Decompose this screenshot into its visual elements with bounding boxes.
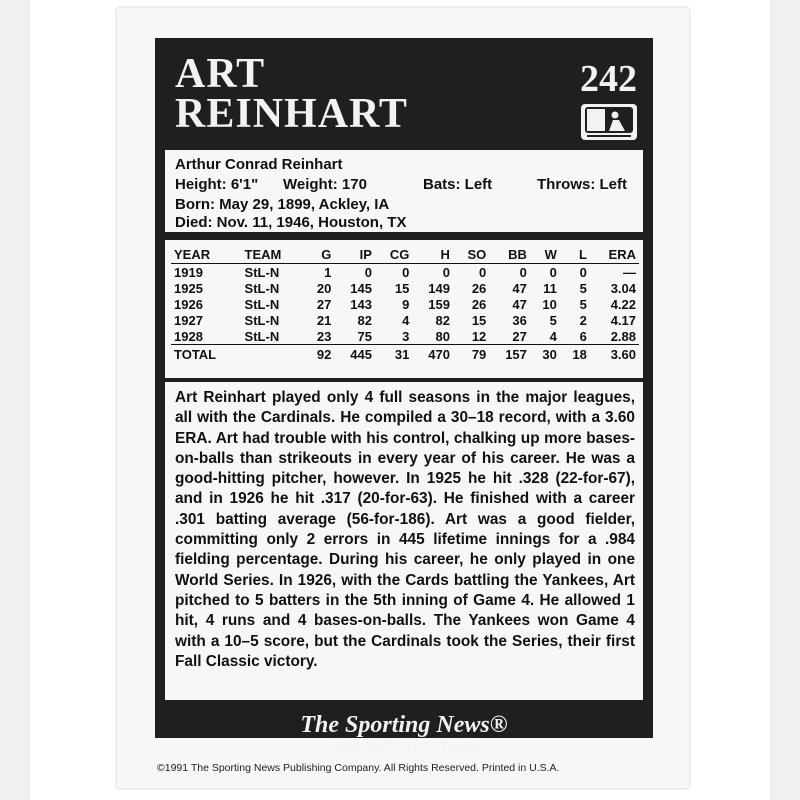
stats-header: CG [375,246,412,264]
narrative-panel [165,382,643,700]
stats-cell: 80 [435,328,450,344]
stats-cell: 82 [357,312,372,328]
stats-cell: 6 [579,328,587,344]
conlon-collection: CONLON COLLECTION® [326,740,482,754]
stats-total-cell: 157 [489,345,530,364]
stats-cell: 1927 [174,312,203,328]
stats-cell: 5 [579,280,587,296]
stats-cell: 9 [402,296,410,312]
stats-cell: 5 [549,312,557,328]
stats-row [171,328,639,345]
stats-table [171,246,639,363]
stats-total-row [171,345,639,364]
born: Born: May 29, 1899, Ackley, IA [175,196,390,213]
stats-cell: StL-N [244,328,280,344]
stats-cell: StL-N [244,296,280,312]
stats-cell: 26 [471,280,487,296]
stats-cell: 0 [549,264,557,280]
stats-header-row [171,246,639,264]
bio-panel [165,150,643,232]
died: Died: Nov. 11, 1946, Houston, TX [175,214,407,231]
stats-cell: — [623,264,636,280]
background-left [0,0,30,800]
stats-header: YEAR [171,246,242,264]
stats-cell: 15 [394,280,410,296]
stats-cell: 4.17 [610,312,636,328]
stats-cell: 15 [471,312,487,328]
stats-cell: 75 [357,328,372,344]
stats-header: G [304,246,334,264]
stats-row [171,296,639,312]
stats-cell: 149 [428,280,450,296]
stats-total-cell: 470 [412,345,453,364]
stats-header: L [560,246,590,264]
stats-cell: 11 [543,280,557,296]
stats-cell: 47 [512,296,527,312]
stats-cell: 23 [316,328,332,344]
stats-cell: StL-N [244,264,280,280]
stats-cell: 0 [519,264,527,280]
stats-header: W [530,246,560,264]
stats-cell: 0 [364,264,372,280]
stats-row [171,264,639,281]
stats-header: SO [453,246,489,264]
stats-cell: 2 [579,312,587,328]
stats-total-cell: 3.60 [590,345,639,364]
sporting-news-brand: The Sporting News® [300,712,508,738]
stats-cell: 12 [471,328,487,344]
stats-cell: 4 [549,328,557,344]
stats-panel [165,240,643,378]
stats-cell: 1926 [174,296,203,312]
stats-cell: 0 [579,264,587,280]
weight: Weight: 170 [283,176,367,193]
stats-cell: 20 [316,280,332,296]
card-frame [155,38,653,754]
stats-cell: 21 [316,312,332,328]
stats-total-cell: 445 [334,345,375,364]
stats-total-cell: 92 [304,345,334,364]
stats-cell: 27 [316,296,332,312]
stats-cell: 3.04 [610,280,636,296]
stats-total-cell: 30 [530,345,560,364]
copyright-text: ©1991 The Sporting News Publishing Company. All Rights Reserved. Printed in U.S.A. [157,762,560,774]
stats-cell: 143 [350,296,372,312]
stats-header: IP [334,246,375,264]
stats-total-cell: 18 [560,345,590,364]
stats-header: ERA [590,246,639,264]
full-name: Arthur Conrad Reinhart [175,156,343,173]
stats-header: TEAM [242,246,305,264]
narrative-text: Art Reinhart played only 4 full seasons in the major leagues, all with the Cardinals. He compiled a 30–18 record, with a 3.60 ERA. Art had trouble with his control, chalking up more bases-on-balls than strikeouts in every year of his career. He was a good-hitting pitcher, however. In 1925 he hit .328 (22-for-67), and in 1926 he hit .317 (20-for-63). He finished with a career .301 batting average (56-for-186). Art was a good fielder, committing only 2 errors in 445 lifetime innings for a .984 fielding percentage. During his career, he only played in one World Series. In 1926, with the Cards battling the Yankees, Art pitched to 5 batters in the 5th inning of Game 4. He allowed 1 hit, 4 runs and 4 bases-on-balls. The Yankees won Game 4 with a 10–5 score, but the Cardinals took the Series, their first Fall Classic victory. [175,389,635,670]
stats-cell: StL-N [244,312,280,328]
stats-cell: 2.88 [610,328,636,344]
card-number: 242 [580,58,637,100]
stats-cell: 36 [512,312,527,328]
stats-total-cell [242,345,305,364]
stats-cell: 0 [402,264,410,280]
stats-cell: 1 [324,264,332,280]
stats-cell: 5 [579,296,587,312]
throws: Throws: Left [537,176,627,193]
stats-cell: 0 [479,264,487,280]
stats-cell: 82 [435,312,450,328]
stats-total-cell: 79 [453,345,489,364]
stats-cell: 4 [402,312,410,328]
stats-header: H [412,246,453,264]
stats-cell: StL-N [244,280,280,296]
stats-cell: 27 [512,328,527,344]
player-name [175,51,408,137]
stats-cell: 10 [542,296,557,312]
stats-cell: 4.22 [610,296,636,312]
mlb-logo-icon [581,104,637,140]
stats-row [171,312,639,328]
stats-cell: 1928 [174,328,203,344]
stats-cell: 0 [442,264,450,280]
stats-cell: 3 [402,328,410,344]
stats-total-cell: TOTAL [171,345,242,364]
stats-cell: 26 [471,296,487,312]
stats-total-cell: 31 [375,345,412,364]
stats-cell: 1919 [174,264,203,280]
baseball-card-back [117,8,689,788]
player-last-name: REINHART [175,91,408,137]
height: Height: 6'1" [175,176,259,193]
stats-header: BB [489,246,530,264]
player-first-name: ART [175,51,266,97]
stats-cell: 145 [350,280,372,296]
stats-cell: 159 [428,296,450,312]
background-right [770,0,800,800]
stats-cell: 47 [512,280,527,296]
stats-row [171,280,639,296]
stats-cell: 1925 [174,280,203,296]
bats: Bats: Left [423,176,493,193]
